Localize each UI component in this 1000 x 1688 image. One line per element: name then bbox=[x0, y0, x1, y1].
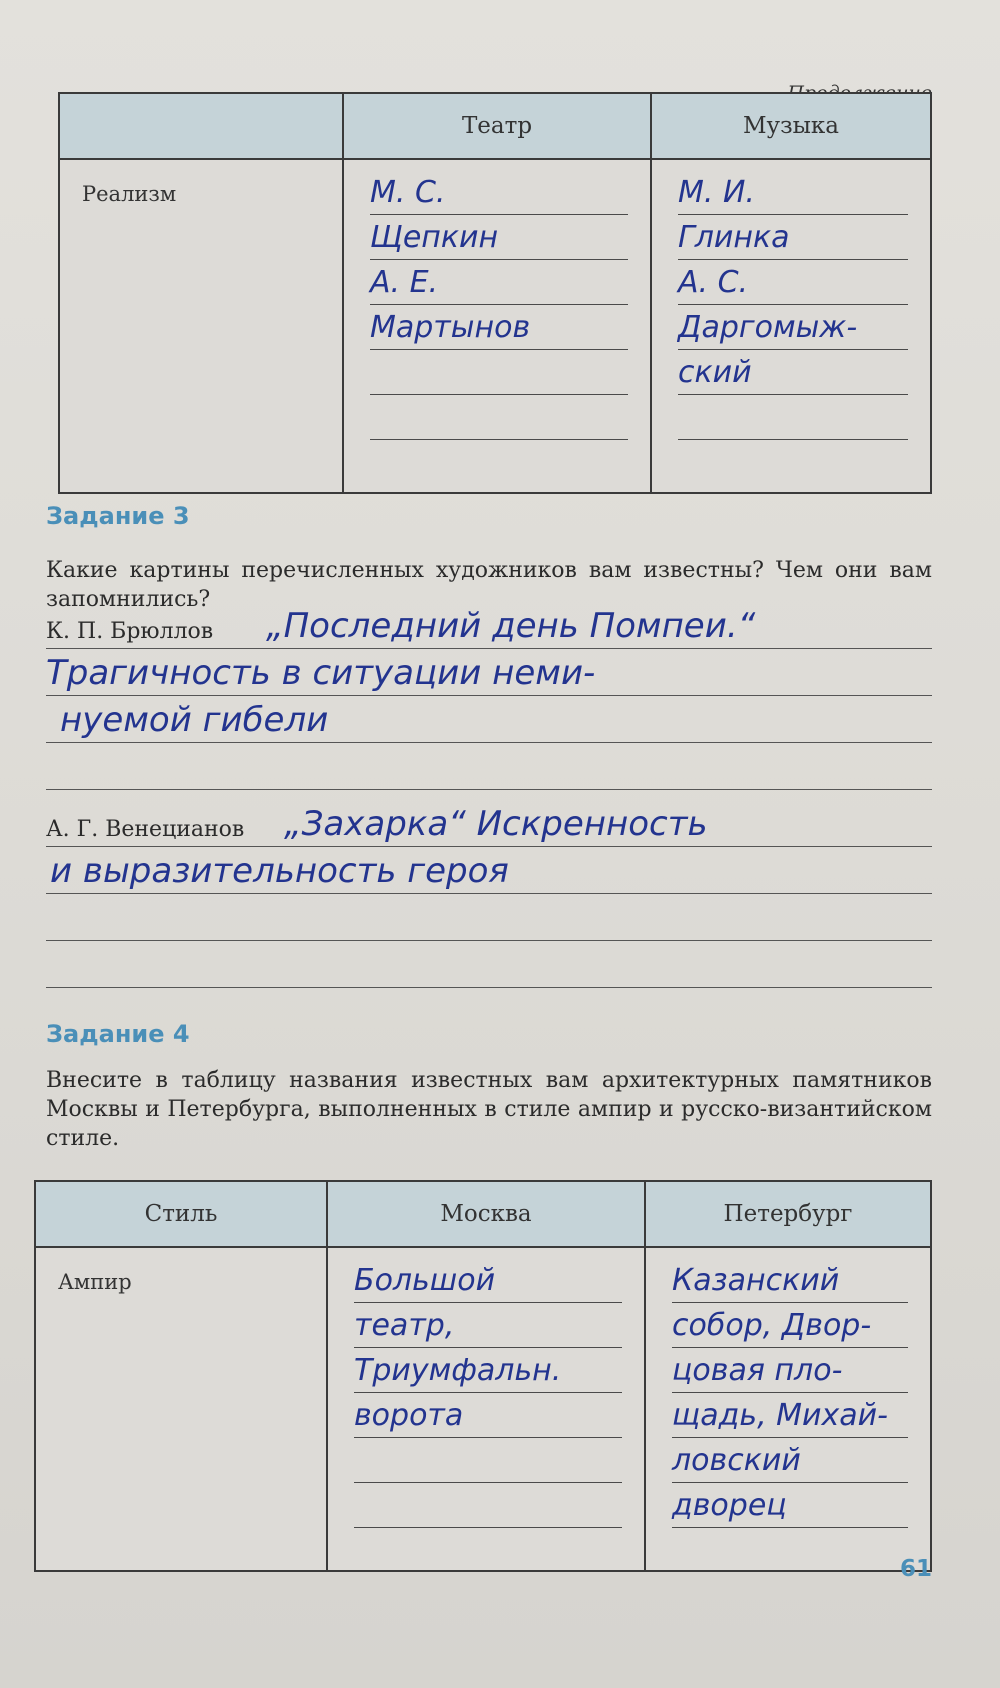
task4-title: Задание 4 bbox=[46, 1020, 190, 1048]
table-header-cell bbox=[59, 93, 343, 159]
table-row bbox=[59, 159, 931, 493]
handwritten-answer: Трагичность в ситуации неми- bbox=[46, 653, 596, 693]
answer-line bbox=[46, 894, 932, 941]
table-header-theatre: Театр bbox=[343, 93, 651, 159]
handwritten-line bbox=[354, 1483, 622, 1528]
table-row bbox=[35, 1247, 931, 1571]
handwritten-line bbox=[370, 395, 628, 440]
handwritten-answer: нуемой гибели bbox=[60, 700, 329, 740]
handwritten-line: А. Е. bbox=[370, 260, 628, 305]
handwritten-line bbox=[370, 350, 628, 395]
handwritten-line: ловский bbox=[672, 1438, 908, 1483]
handwritten-line: дворец bbox=[672, 1483, 908, 1528]
handwritten-line: Мартынов bbox=[370, 305, 628, 350]
task3-title: Задание 3 bbox=[46, 502, 190, 530]
handwritten-line: ворота bbox=[354, 1393, 622, 1438]
handwritten-line: театр, bbox=[354, 1303, 622, 1348]
table-header-petersburg: Петербург bbox=[645, 1181, 931, 1247]
answer-line bbox=[46, 743, 932, 790]
handwritten-line: Щепкин bbox=[370, 215, 628, 260]
petersburg-cell bbox=[645, 1247, 931, 1571]
handwritten-line: А. С. bbox=[678, 260, 908, 305]
handwritten-line bbox=[678, 395, 908, 440]
handwritten-line: собор, Двор- bbox=[672, 1303, 908, 1348]
answer-line bbox=[46, 800, 932, 847]
handwritten-answer: „Захарка“ Искренность bbox=[284, 804, 708, 844]
handwritten-line bbox=[354, 1438, 622, 1483]
answer-line bbox=[46, 649, 932, 696]
table-architecture bbox=[34, 1180, 932, 1572]
page-number: 61 bbox=[899, 1556, 932, 1582]
table-header-moscow: Москва bbox=[327, 1181, 645, 1247]
handwritten-answer: „Последний день Помпеи.“ bbox=[266, 606, 756, 646]
handwritten-line: М. С. bbox=[370, 170, 628, 215]
table-header-row bbox=[59, 93, 931, 159]
answer-line bbox=[46, 847, 932, 894]
handwritten-line: цовая пло- bbox=[672, 1348, 908, 1393]
answer-bryullov bbox=[46, 602, 932, 790]
handwritten-line: М. И. bbox=[678, 170, 908, 215]
handwritten-line: Глинка bbox=[678, 215, 908, 260]
answer-venetsianov bbox=[46, 800, 932, 988]
handwritten-line: Триумфальн. bbox=[354, 1348, 622, 1393]
table-header-music: Музыка bbox=[651, 93, 931, 159]
artist-label: А. Г. Венецианов bbox=[46, 817, 245, 842]
answer-line bbox=[46, 602, 932, 649]
handwritten-line: ский bbox=[678, 350, 908, 395]
music-cell bbox=[651, 159, 931, 493]
table-header-row bbox=[35, 1181, 931, 1247]
table-realism bbox=[58, 92, 932, 494]
answer-line bbox=[46, 941, 932, 988]
answer-line bbox=[46, 696, 932, 743]
handwritten-line: Даргомыж- bbox=[678, 305, 908, 350]
task3-question: Какие картины перечисленных художников вам известны? Чем они вам запомнились? bbox=[46, 558, 932, 612]
table-header-style: Стиль bbox=[35, 1181, 327, 1247]
artist-label: К. П. Брюллов bbox=[46, 619, 214, 644]
handwritten-answer: и выразительность героя bbox=[50, 851, 509, 891]
row-label-realism: Реализм bbox=[59, 159, 343, 493]
row-label-empire: Ампир bbox=[35, 1247, 327, 1571]
handwritten-line: Казанский bbox=[672, 1258, 908, 1303]
handwritten-line: щадь, Михай- bbox=[672, 1393, 908, 1438]
moscow-cell bbox=[327, 1247, 645, 1571]
handwritten-line: Большой bbox=[354, 1258, 622, 1303]
theatre-cell bbox=[343, 159, 651, 493]
task4-question: Внесите в таблицу названия известных вам архитектурных памятников Москвы и Петербурга, выполненных в стиле ампир и русско-византийском стиле. bbox=[46, 1068, 932, 1151]
